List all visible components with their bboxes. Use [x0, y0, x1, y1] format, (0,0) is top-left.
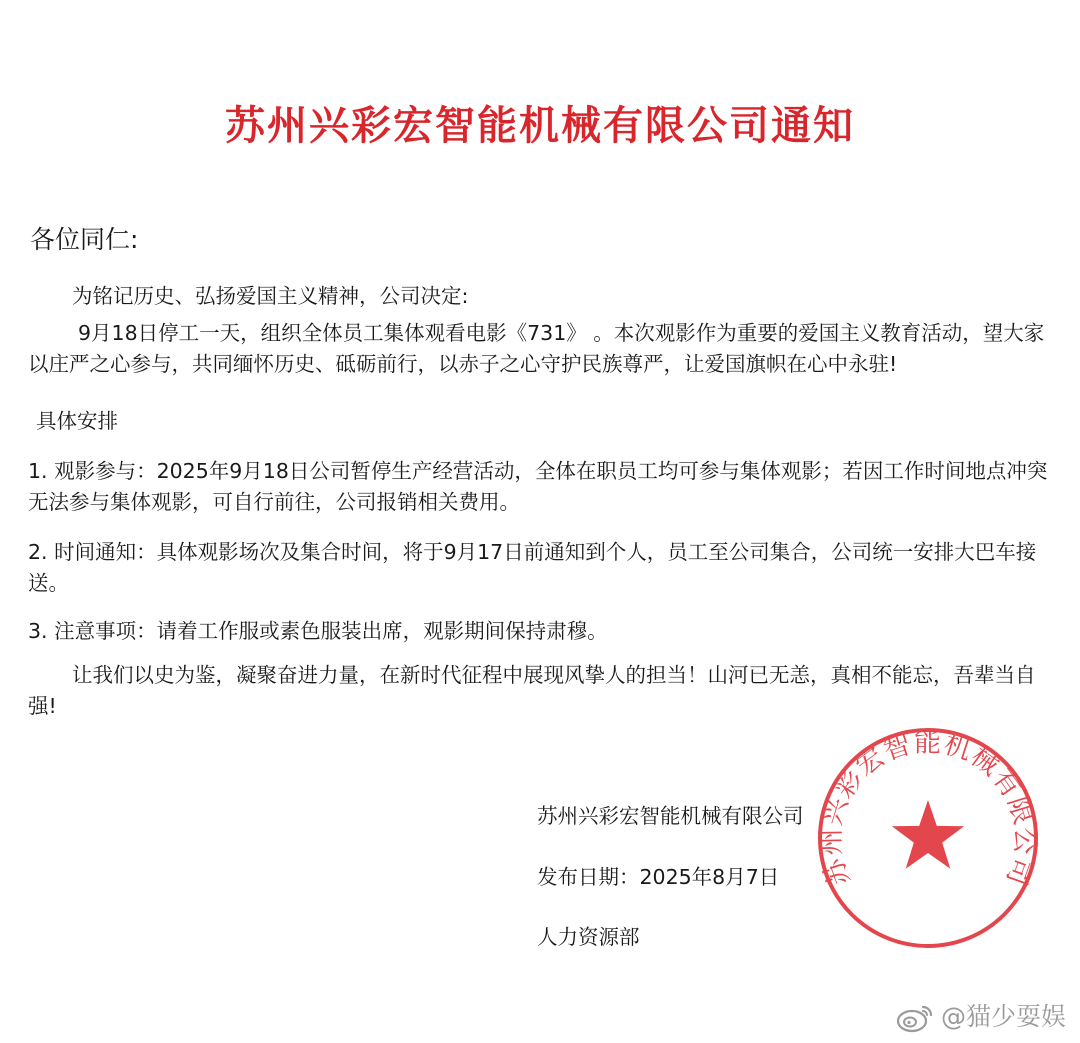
weibo-icon	[895, 1001, 935, 1033]
watermark	[895, 997, 1066, 1037]
star-icon	[892, 800, 964, 869]
notice-title: 苏州兴彩宏智能机械有限公司通知	[225, 103, 855, 149]
arrangement-heading: 具体安排	[36, 409, 118, 433]
greeting: 各位同仁:	[30, 225, 139, 254]
signature-department: 人力资源部	[537, 925, 640, 949]
decision-paragraph: 9月18日停工一天，组织全体员工集体观看电影《731》 。本次观影作为重要的爱国主义教育活动，望大家以庄严之心参与，共同缅怀历史、砥砺前行，以赤子之心守护民族尊严，让爱国旗帜在心中永驻!	[28, 321, 1045, 376]
closing-paragraph: 让我们以史为鉴，凝聚奋进力量，在新时代征程中展现风挚人的担当！山河已无恙，真相不能忘，吾辈当自强!	[28, 663, 1036, 718]
arrangement-item-1: 1. 观影参与：2025年9月18日公司暂停生产经营活动，全体在职员工均可参与集体观影；若因工作时间地点冲突无法参与集体观影，可自行前往，公司报销相关费用。	[28, 459, 1048, 514]
company-seal	[812, 722, 1044, 954]
signature-date: 发布日期：2025年8月7日	[537, 865, 780, 889]
watermark-text: @猫少耍娱	[940, 1002, 1066, 1031]
intro-paragraph: 为铭记历史、弘扬爱国主义精神，公司决定:	[72, 284, 469, 308]
arrangement-item-2: 2. 时间通知：具体观影场次及集合时间，将于9月17日前通知到个人，员工至公司集合，公司统一安排大巴车接送。	[28, 540, 1037, 595]
seal-text: 苏州兴彩宏智能机械有限公司	[815, 727, 1041, 891]
arrangement-item-3: 3. 注意事项：请着工作服或素色服装出席，观影期间保持肃穆。	[28, 619, 608, 643]
signature-company: 苏州兴彩宏智能机械有限公司	[537, 804, 804, 828]
